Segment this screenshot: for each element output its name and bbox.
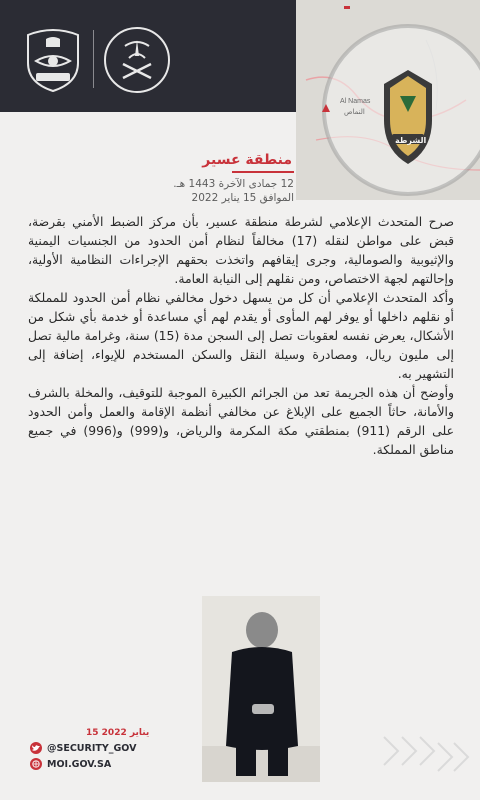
public-security-logo [22,27,84,93]
website-link[interactable]: MOI.GOV.SA [47,758,112,770]
suspect-photo [202,596,320,782]
police-badge-text: الشرطة [395,136,427,145]
article-body [28,212,454,459]
region-title: منطقة عسير [202,152,292,168]
header-divider [93,30,94,88]
ministry-emblem-logo [104,27,170,93]
map-photo [296,0,480,200]
globe-icon [30,758,42,770]
header-logos [22,24,170,96]
date-hijri: 12 جمادى الآخرة 1443 هـ. [173,178,294,190]
paragraph-2: وأكد المتحدث الإعلامي أن كل من يسهل دخول مخالفي نظام أمن الحدود للمملكة أو نقلهم داخلها أو يوفر لهم المأوى أو يقدم لهم أي مساعدة أو خدمة بأي شكل من الأشكال، يعرض نفسه لعقوبات تصل إلى السجن مدة (15) سنة، وغرامة مالية تصل إلى مليون ريال، ومصادرة وسيلة النقل والسكن المستخدم للإيواء، إضافة إلى التشهير به. [28,290,455,381]
map-place-name-ar: النماص [344,108,365,116]
map-place-name-en: Al Namas [340,98,371,105]
decorative-dot-pattern [380,733,470,778]
twitter-handle[interactable]: @SECURITY_GOV [47,742,137,754]
twitter-row[interactable] [30,742,170,754]
footer-contacts [30,728,170,774]
footer-date: 15 يناير 2022 [86,728,150,738]
paragraph-3: وأوضح أن هذه الجريمة تعد من الجرائم الكبيرة الموجبة للتوقيف، والمخلة بالشرف والأمانة، حاثاً الجميع على الإبلاغ عن مخالفي أنظمة الإقامة والعمل وأمن الحدود على الرقم (911) بمنطقتي مكة المكرمة والرياض، و(999) و(996) في جميع مناطق المملكة. [28,385,454,457]
twitter-icon [30,742,42,754]
paragraph-1: صرح المتحدث الإعلامي لشرطة منطقة عسير، بأن مركز الضبط الأمني بقرضة، قبض على مواطن لنقله (17) مخالفاً لنظام أمن الحدود من الجنسيات اليمنية والإثيوبية والصومالية، وجرى إيقافهم واتخذت بحقهم الإجراءات النظامية الأولية، وإحالتهم لجهة الاختصاص، ومن نقلهم إلى النيابة العامة. [28,214,454,286]
date-gregorian: الموافق 15 يناير 2022 [191,192,294,204]
website-row[interactable] [30,758,170,770]
title-underline [232,171,294,173]
